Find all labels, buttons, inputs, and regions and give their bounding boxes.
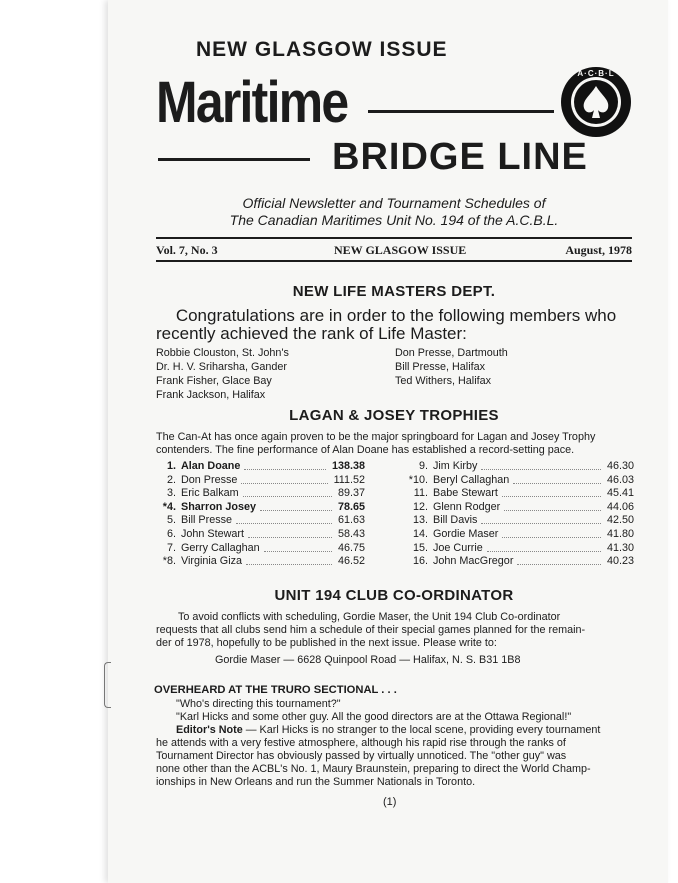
coordinator-line-2: requests that all clubs send him a schedule of their special games planned for the remain- — [156, 624, 586, 636]
standings-row — [392, 460, 634, 474]
list-item: Bill Presse, Halifax — [395, 361, 486, 373]
leader-dots — [517, 564, 601, 565]
player-score: 111.52 — [333, 473, 365, 486]
editors-note-line-1 — [176, 724, 600, 737]
rank-number: 13. — [412, 514, 428, 527]
rank-number: 11. — [413, 487, 428, 500]
title-maritime: Maritime — [156, 70, 348, 135]
standings-row — [150, 474, 365, 488]
player-name: Joe Currie — [433, 541, 483, 554]
player-name: Don Presse — [181, 473, 238, 486]
rank-number: 12. — [412, 500, 428, 513]
standings-row — [392, 555, 634, 569]
trophies-heading: LAGAN & JOSEY TROPHIES — [289, 407, 499, 424]
standings-row — [392, 501, 634, 515]
player-name: Eric Balkam — [181, 487, 239, 500]
rank-number: *10. — [408, 473, 428, 486]
leader-dots — [487, 551, 601, 552]
standings-row — [392, 514, 634, 528]
issue-banner: NEW GLASGOW ISSUE — [196, 38, 448, 61]
player-score: 58.43 — [337, 527, 365, 540]
rank-number: 2. — [166, 473, 176, 486]
rank-number: 7. — [166, 541, 176, 554]
standings-row — [150, 542, 365, 556]
player-name: Babe Stewart — [433, 487, 498, 500]
player-score: 138.38 — [331, 460, 365, 472]
list-item: Don Presse, Dartmouth — [395, 347, 508, 359]
player-name: Glenn Rodger — [433, 500, 501, 513]
leader-dots — [244, 469, 326, 470]
title-bridge-line: BRIDGE LINE — [332, 136, 588, 178]
editors-note-line-3: Tournament Director has obviously passed by virtually unnoticed. The "other guy" was — [156, 750, 567, 762]
leader-dots — [248, 537, 332, 538]
player-score: 40.23 — [606, 555, 634, 568]
rank-number: 9. — [418, 460, 428, 472]
standings-row — [150, 460, 365, 474]
title-rule-left — [158, 158, 310, 161]
leader-dots — [243, 496, 332, 497]
leader-dots — [481, 469, 601, 470]
rank-number: 15. — [412, 541, 428, 554]
coordinator-heading: UNIT 194 CLUB CO-ORDINATOR — [274, 587, 514, 604]
player-score: 42.50 — [606, 514, 634, 527]
coordinator-address: Gordie Maser — 6628 Quinpool Road — Halifax, N. S. B31 1B8 — [215, 654, 521, 666]
standings-row — [392, 474, 634, 488]
standings-right — [392, 460, 634, 569]
editors-note-line-2: he attends with a very festive atmosphere, although his rapid rise through the ranks of — [156, 737, 566, 749]
overheard-quote-2: "Karl Hicks and some other guy. All the good directors are at the Ottawa Regional!" — [176, 711, 572, 723]
overheard-heading: OVERHEARD AT THE TRURO SECTIONAL . . . — [154, 684, 397, 696]
leader-dots — [264, 551, 332, 552]
standings-row — [150, 487, 365, 501]
standings-row — [392, 528, 634, 542]
title-rule-right — [368, 110, 554, 113]
player-score: 41.80 — [606, 527, 634, 540]
rank-number: 3. — [166, 487, 176, 500]
player-name: Bill Davis — [433, 514, 478, 527]
list-item: Frank Jackson, Halifax — [156, 389, 266, 401]
life-masters-intro-1: Congratulations are in order to the following members who — [175, 306, 617, 325]
leader-dots — [241, 483, 328, 484]
editors-note-text: — Karl Hicks is no stranger to the local scene, providing every tournament — [242, 724, 601, 736]
player-name: Sharron Josey — [181, 500, 257, 513]
player-score: 46.03 — [606, 473, 634, 486]
rank-number: 1. — [166, 460, 176, 472]
player-name: John MacGregor — [433, 555, 514, 568]
issue-date: August, 1978 — [565, 243, 632, 257]
coordinator-line-1: To avoid conflicts with scheduling, Gordie Maser, the Unit 194 Club Co-ordinator — [178, 611, 561, 623]
standings-row — [150, 514, 365, 528]
rank-number: *8. — [162, 555, 176, 568]
masthead-issue: NEW GLASGOW ISSUE — [334, 243, 467, 257]
binding-mark — [104, 662, 111, 708]
standings-row — [150, 528, 365, 542]
page-number: (1) — [383, 796, 397, 808]
rank-number: 14. — [412, 527, 428, 540]
trophies-intro-1: The Can-At has once again proven to be the major springboard for Lagan and Josey Trophy — [156, 431, 596, 443]
leader-dots — [502, 537, 601, 538]
acbl-logo — [560, 66, 632, 138]
rank-number: *4. — [162, 500, 176, 513]
player-name: Virginia Giza — [181, 555, 243, 568]
rank-number: 6. — [166, 527, 176, 540]
player-name: Beryl Callaghan — [433, 473, 510, 486]
editors-note-line-4: none other than the ACBL's No. 1, Maury Braunstein, preparing to direct the World Champ- — [156, 763, 591, 775]
masthead-rule-top — [156, 237, 632, 239]
life-masters-right-list — [395, 346, 508, 388]
list-item: Dr. H. V. Sriharsha, Gander — [156, 361, 288, 373]
trophies-intro-2: contenders. The fine performance of Alan Doane has established a record-setting pace. — [156, 444, 575, 456]
life-masters-heading: NEW LIFE MASTERS DEPT. — [292, 283, 496, 300]
leader-dots — [246, 564, 332, 565]
player-score: 46.75 — [337, 541, 365, 554]
player-name: John Stewart — [181, 527, 245, 540]
player-name: Gordie Maser — [433, 527, 499, 540]
rank-number: 16. — [412, 555, 428, 568]
leader-dots — [513, 483, 601, 484]
life-masters-left-list — [156, 346, 289, 402]
player-score: 46.52 — [337, 555, 365, 568]
list-item: Frank Fisher, Glace Bay — [156, 375, 272, 387]
player-score: 78.65 — [337, 500, 365, 513]
player-score: 61.63 — [337, 514, 365, 527]
editors-note-line-5: ionships in New Orleans and run the Summer Nationals in Toronto. — [156, 776, 476, 788]
coordinator-line-3: der of 1978, hopefully to be published in the next issue. Please write to: — [156, 637, 497, 649]
standings-row — [150, 501, 365, 515]
overheard-quote-1: "Who's directing this tournament?" — [176, 698, 341, 710]
editors-note-label: Editor's Note — [176, 724, 243, 736]
leader-dots — [481, 523, 601, 524]
player-score: 41.30 — [606, 541, 634, 554]
player-name: Gerry Callaghan — [181, 541, 260, 554]
rank-number: 5. — [166, 514, 176, 527]
leader-dots — [260, 510, 332, 511]
standings-left — [150, 460, 365, 569]
player-score: 44.06 — [606, 500, 634, 513]
standings-row — [392, 487, 634, 501]
player-score: 89.37 — [337, 487, 365, 500]
standings-row — [392, 542, 634, 556]
life-masters-intro-2: recently achieved the rank of Life Master: — [156, 324, 467, 343]
masthead-rule-bottom — [156, 260, 632, 262]
logo-lettering: A·C·B·L — [577, 69, 615, 78]
list-item: Ted Withers, Halifax — [395, 375, 492, 387]
player-score: 45.41 — [606, 487, 634, 500]
volume-number: Vol. 7, No. 3 — [156, 243, 218, 257]
leader-dots — [502, 496, 601, 497]
leader-dots — [236, 523, 332, 524]
player-name: Jim Kirby — [433, 460, 478, 472]
player-name: Bill Presse — [181, 514, 233, 527]
list-item: Robbie Clouston, St. John's — [156, 347, 289, 359]
subtitle-line-1: Official Newsletter and Tournament Schedules of — [242, 195, 546, 211]
subtitle-line-2: The Canadian Maritimes Unit No. 194 of the A.C.B.L. — [229, 212, 559, 228]
standings-row — [150, 555, 365, 569]
leader-dots — [504, 510, 601, 511]
player-name: Alan Doane — [181, 460, 241, 472]
player-score: 46.30 — [606, 460, 634, 472]
